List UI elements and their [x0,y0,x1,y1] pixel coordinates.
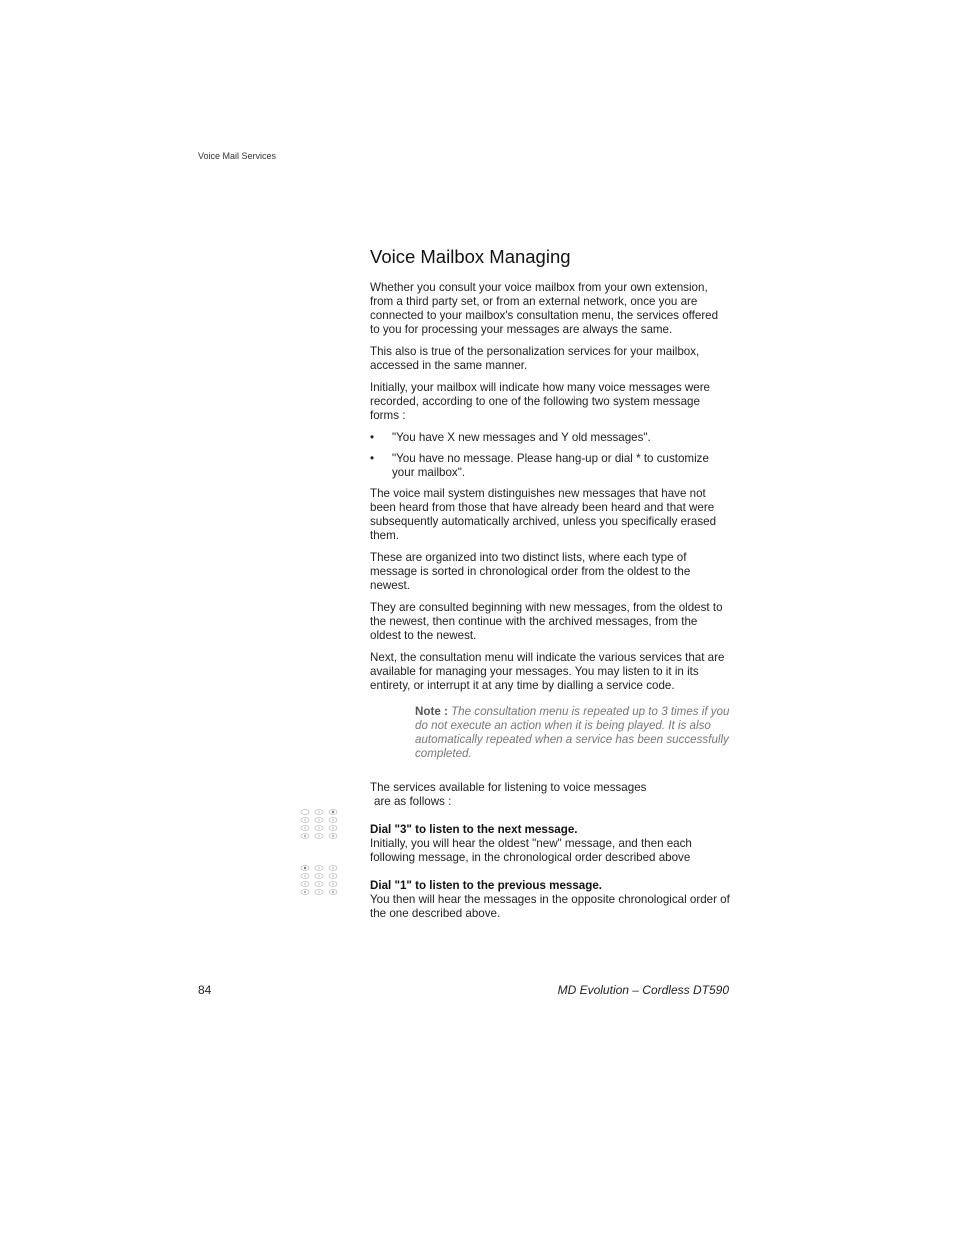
service-next-message [370,823,730,865]
paragraph: Next, the consultation menu will indicate the various services that are available for managing your messages. You may listen to it in its entirety, or interrupt it at any time by dialling a service code. [370,651,725,692]
services-intro-line: are as follows : [374,795,452,808]
services-intro [370,781,730,809]
service-title: Dial "1" to listen to the previous message. [370,879,602,892]
paragraph: Initially, your mailbox will indicate how many voice messages were recorded, according to one of the following two system message forms : [370,381,711,422]
services-intro-line: The services available for listening to voice messages [370,781,647,794]
service-description: Initially, you will hear the oldest "new" message, and then each following message, in the chronological order described above [370,837,692,864]
running-header: Voice Mail Services [198,151,277,161]
bullet-icon: • [370,431,375,444]
product-name: MD Evolution – Cordless DT590 [557,983,729,997]
bullet-icon: • [370,452,375,465]
note-label: Note : [415,705,448,718]
paragraph: Whether you consult your voice mailbox from your own extension, from a third party set, or from an external network, once you are connected to your mailbox's consultation menu, the services offered to you for processing your messages are always the same. [370,281,719,336]
paragraph: They are consulted beginning with new messages, from the oldest to the newest, then continue with the archived messages, from the oldest to the newest. [370,601,723,642]
paragraph: This also is true of the personalization services for your mailbox, accessed in the same manner. [370,345,700,372]
message-forms-list [370,431,730,480]
main-content [370,246,730,921]
page-title: Voice Mailbox Managing [370,246,571,267]
service-description: You then will hear the messages in the opposite chronological order of the one described above. [370,893,730,920]
list-item-text: "You have X new messages and Y old messages". [392,431,651,444]
service-previous-message [370,879,730,921]
page-number: 84 [198,983,212,997]
service-title: Dial "3" to listen to the next message. [370,823,578,836]
list-item [370,452,730,480]
paragraph: These are organized into two distinct lists, where each type of message is sorted in chronological order from the oldest to the newest. [370,551,691,592]
note-block [415,705,730,761]
paragraph: The voice mail system distinguishes new messages that have not been heard from those that have already been heard and that were subsequently automatically archived, unless you specifically erased them. [370,487,717,542]
note-text: The consultation menu is repeated up to 3 times if you do not execute an action when it is being played. It is also automatically repeated when a service has been successfully completed. [415,705,730,760]
list-item-text: "You have no message. Please hang-up or dial * to customize your mailbox". [392,452,709,479]
list-item [370,431,730,445]
keypad-icon [298,865,340,897]
keypad-icon [298,809,340,841]
